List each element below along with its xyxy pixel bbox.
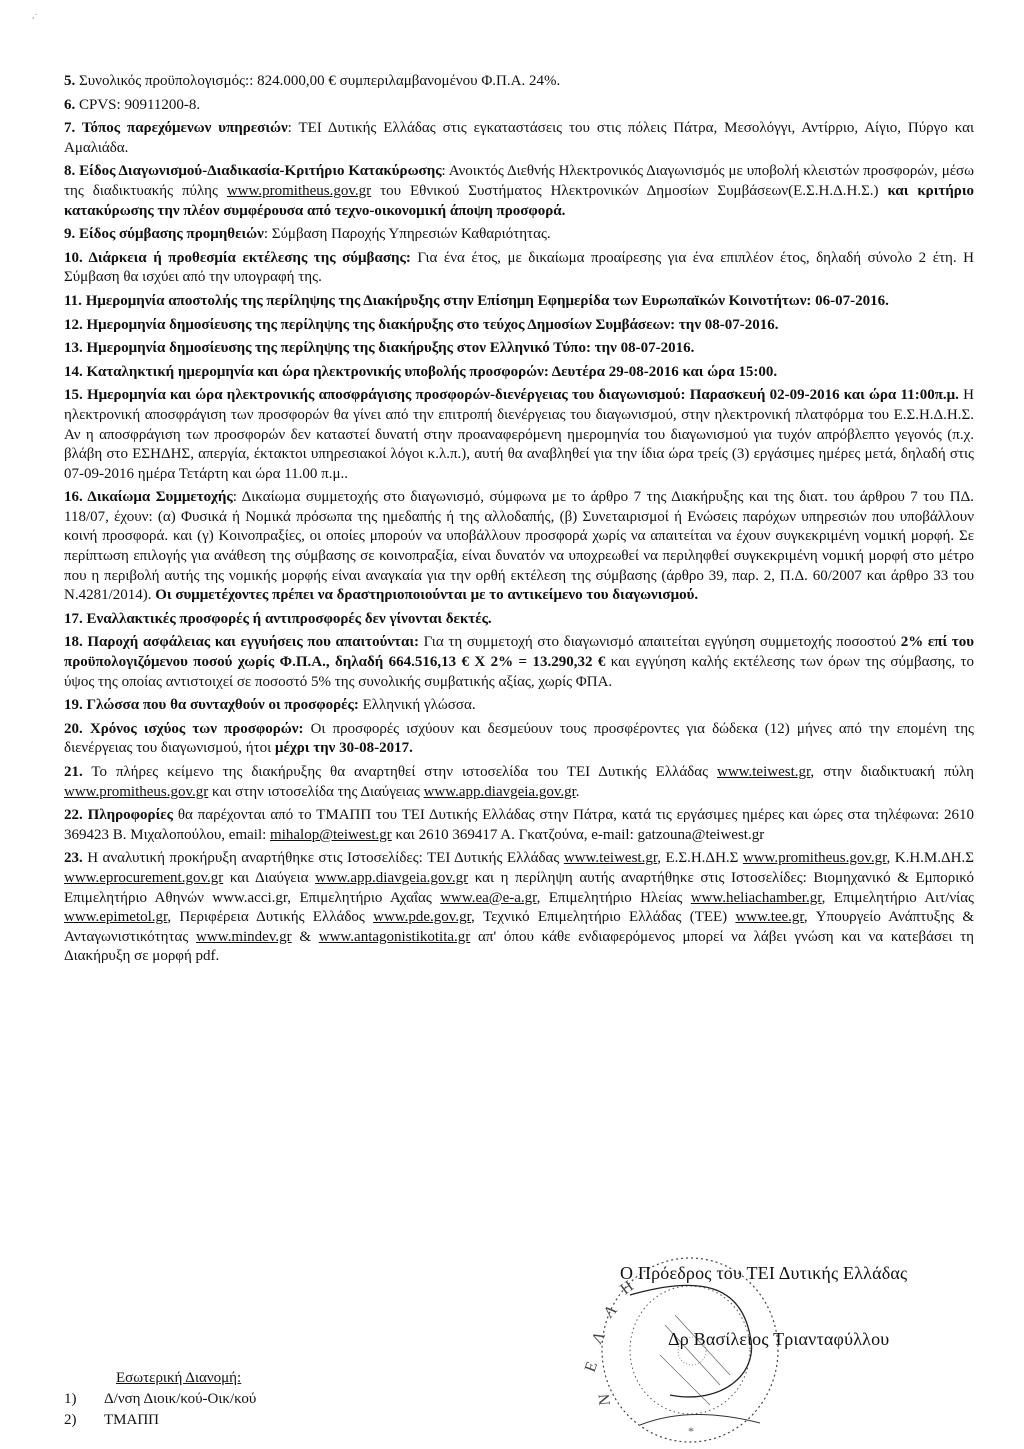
clause-text: μέχρι την 30-08-2017. <box>274 740 413 757</box>
svg-text:Λ: Λ <box>600 1301 621 1322</box>
clause-text: και κριτήριο κατακύρωσης την πλέον συμφέρουσα από τεχνο-οικονομική άποψη προσφορά. <box>64 182 974 219</box>
clause-text: Δικαίωμα Συμμετοχής <box>82 489 233 506</box>
clause-number: 5. <box>64 73 76 89</box>
clause-paragraph <box>64 316 974 336</box>
web-link[interactable]: www.antagonistikotita.gr <box>318 928 471 945</box>
clause-text: και Διαύγεια <box>223 869 316 886</box>
clause-paragraph <box>64 633 974 692</box>
clause-paragraph <box>64 339 974 359</box>
signature-block <box>580 1255 1000 1445</box>
clause-number: 15. <box>64 387 83 404</box>
clause-text: : Δικαίωμα συμμετοχής στο διαγωνισμό, σύμφωνα με το άρθρο 7 της Διακήρυξης και της διατ. του άρθρου 7 του ΠΔ. 118/07, έχουν: (α) Φυσικά ή Νομικά πρόσωπα της ημεδαπής ή της αλλοδαπής, (β) Συνεταιρισμοί ή Ενώσεις παρόχων υπηρεσιών που υποβάλλουν κοινή προσφορά. και (γ) Κοινοπραξίες, οι οποίες μπορούν να υποβάλλουν προσφορά χωρίς να απαιτείται να έχουν συγκεκριμένη νομική μορφή. Σε περίπτωση επιλογής για ανάθεση της σύμβασης σε κοινοπραξία, είναι δυνατόν να υποχρεωθεί να περιληφθεί συγκεκριμένη νομική μορφή στο μέτρο που η περιβολή αυτής της νομικής μορφής είναι αναγκαία για την ορθή εκτέλεση της σύμβασης (άρθρο 39, παρ. 2, Π.Δ. 60/2007 και άρθρο 33 του Ν.4281/2014). <box>64 489 974 604</box>
clause-paragraph <box>64 386 974 484</box>
web-link[interactable]: www.teiwest.gr <box>716 764 811 780</box>
scan-mark: ,· <box>32 10 38 21</box>
distribution-row <box>64 1389 256 1410</box>
clause-text: και στην ιστοσελίδα της Διαύγειας <box>208 783 424 800</box>
clause-text: : ΤΕΙ Δυτικής Ελλάδας στις εγκαταστάσεις του στις πόλεις Πάτρα, Μεσολόγγι, Αντίρριο, Αίγιο, Πύργο και Αμαλιάδα. <box>64 120 975 156</box>
clause-paragraph <box>64 806 974 845</box>
distribution-text: Δ/νση Διοικ/κού-Οικ/κού <box>104 1391 257 1407</box>
clause-paragraph <box>64 363 974 383</box>
web-link[interactable]: www.promitheus.gov.gr <box>226 182 372 199</box>
distribution-number: 2) <box>64 1412 77 1428</box>
distribution-text: ΤΜΑΠΠ <box>104 1412 159 1428</box>
clause-number: 13. <box>64 340 83 357</box>
clause-text: Γλώσσα που θα συνταχθούν οι προσφορές: <box>82 697 359 714</box>
web-link[interactable]: www.pde.gov.gr <box>373 909 471 926</box>
clause-text: και η περίληψη αυτής αναρτήθηκε στις Ιστοσελίδες: Βιομηχανικό & Εμπορικό Επιμελητήριο Αθηνών www.acci.gr, Επιμελητήριο Αχαΐας <box>64 869 974 906</box>
clause-text: Πληροφορίες <box>82 807 173 824</box>
clause-number: 11. <box>64 292 82 309</box>
clause-text: Παροχή ασφάλειας και εγγυήσεις που απαιτούνται: <box>82 634 419 651</box>
clause-text: Για τη συμμετοχή στο διαγωνισμό απαιτείται εγγύηση συμμετοχής ποσοστού <box>419 634 901 651</box>
clause-text: Διάρκεια ή προθεσμία εκτέλεσης της σύμβασης: <box>82 249 411 266</box>
web-link[interactable]: www.teiwest.gr <box>563 850 658 867</box>
clause-number: 14. <box>64 363 83 380</box>
clause-paragraph <box>64 696 974 716</box>
clause-text: και 2610 369417 Α. Γκατζούνα, e-mail: gatzouna@teiwest.gr <box>391 826 765 843</box>
clause-text: Οι συμμετέχοντες πρέπει να δραστηριοποιούνται με το αντικείμενο του διαγωνισμού. <box>155 587 699 604</box>
clause-text: Η ηλεκτρονική αποσφράγιση των προσφορών θα γίνει από την επιτροπή διενέργειας του διαγωνισμού, στην ηλεκτρονική πλατφόρμα του Ε.Σ.Η.Δ.Η.Σ. Αν η αποσφράγιση των προσφορών δεν καταστεί δυνατή στην προαναφερόμενη ημερομηνία του διαγωνισμού για τυχόν απρόβλεπτο γεγονός (π.χ. βλάβη στο ΕΣΗΔΗΣ, απεργία, έκτακτοι υπηρεσιακοί λόγοι κ.λ.π.), αυτή θα αναβληθεί για την ίδια ώρα τρείς (3) εργάσιμες ημέρες μετά, δηλαδή στις 07-09-2016 ημέρα Τετάρτη και ώρα 11.00 π.μ.. <box>64 387 974 482</box>
clause-number: 10. <box>64 249 83 266</box>
web-link[interactable]: www.tee.gr <box>735 909 804 926</box>
clause-text: & <box>291 928 319 945</box>
clause-paragraph <box>64 488 974 606</box>
clause-text: Το πλήρες κείμενο της διακήρυξης θα αναρτηθεί στην ιστοσελίδα του ΤΕΙ Δυτικής Ελλάδας <box>82 764 717 780</box>
clause-text: Συνολικός προϋπολογισμός:: 824.000,00 € συμπεριλαμβανομένου Φ.Π.Α. 24%. <box>75 73 561 89</box>
clause-text: Καταληκτική ημερομηνία και ώρα ηλεκτρονικής υποβολής προσφορών: Δευτέρα 29-08-2016 και ώρα 15:00. <box>82 363 778 380</box>
signatory-title: Ο Πρόεδρος του ΤΕΙ Δυτικής Ελλάδας <box>620 1263 908 1283</box>
clause-paragraph <box>64 249 974 288</box>
clause-number: 16. <box>64 489 83 506</box>
clause-text: : Ανοικτός Διεθνής Ηλεκτρονικός Διαγωνισμός με υποβολή κλειστών προσφορών, μέσω της διαδικτυακής πύλης <box>64 163 974 199</box>
clause-text: Ημερομηνία και ώρα ηλεκτρονικής αποσφράγισης προσφορών-διενέργειας του διαγωνισμού: Παρασκευή 02-09-2016 και ώρα 11:00π.μ. <box>82 387 959 404</box>
web-link[interactable]: www.ea@e-a.gr <box>440 889 537 906</box>
distribution-row <box>64 1410 256 1431</box>
clause-text: Ημερομηνία δημοσίευσης της περίληψης της διακήρυξης στο τεύχος Δημοσίων Συμβάσεων: την 08-07-2016. <box>82 316 779 333</box>
clause-text: Ημερομηνία αποστολής της περίληψης της Διακήρυξης στην Επίσημη Εφημερίδα των Ευρωπαϊκών Κοινοτήτων: 06-07-2016. <box>81 292 889 309</box>
clause-text: του Εθνικού Συστήματος Ηλεκτρονικών Δημοσίων Συμβάσεων(Ε.Σ.Η.Δ.Η.Σ.) <box>371 182 888 199</box>
document-body <box>64 72 974 971</box>
clause-number: 18. <box>64 634 83 651</box>
web-link[interactable]: www.app.diavgeia.gov.gr <box>423 783 576 800</box>
clause-number: 7. <box>64 120 76 137</box>
clause-paragraph <box>64 610 974 630</box>
clause-text: Οι προσφορές ισχύουν και δεσμεύουν τους προσφέροντες για δώδεκα (12) μήνες από την επομένη της διενέργειας του διαγωνισμού, ήτοι <box>64 720 975 757</box>
clause-paragraph <box>64 162 974 221</box>
clause-paragraph <box>64 720 974 759</box>
web-link[interactable]: www.promitheus.gov.gr <box>64 783 209 800</box>
web-link[interactable]: www.eprocurement.gov.gr <box>64 869 224 886</box>
clause-text: , Υπουργείο Ανάπτυξης & Ανταγωνιστικότητας <box>64 909 974 945</box>
clause-paragraph <box>64 849 974 967</box>
svg-text:Η: Η <box>617 1277 637 1299</box>
clause-paragraph <box>64 119 974 158</box>
clause-text: , Τεχνικό Επιμελητήριο Ελλάδας (ΤΕΕ) <box>470 909 736 926</box>
clause-text: CPVS: 90911200-8. <box>75 96 201 113</box>
clause-text: απ' όπου κάθε ενδιαφερόμενος μπορεί να λάβει γνώση και να κατεβάσει τη Διακήρυξη σε μορφή pdf. <box>64 928 974 965</box>
svg-text:*: * <box>688 1424 694 1438</box>
clause-paragraph <box>64 763 974 802</box>
svg-text:Ν: Ν <box>596 1393 614 1407</box>
clause-text: , στην διαδικτυακή πύλη <box>810 764 974 780</box>
clause-number: 8. <box>64 163 76 180</box>
clause-number: 19. <box>64 697 83 714</box>
internal-distribution <box>64 1368 256 1431</box>
clause-text: , Κ.Η.Μ.ΔΗ.Σ <box>886 850 974 867</box>
clause-text: 2% επί του προϋπολογιζόμενου ποσού χωρίς Φ.Π.Α., δηλαδή 664.516,13 € Χ 2% = 13.290,32 € <box>64 634 974 671</box>
clause-text: , Περιφέρεια Δυτικής Ελλάδος <box>167 909 374 926</box>
clause-number: 12. <box>64 316 83 333</box>
web-link[interactable]: www.heliachamber.gr <box>690 889 822 906</box>
clause-number: 21. <box>64 764 83 780</box>
clause-text: : Σύμβαση Παροχής Υπηρεσιών Καθαριότητας. <box>263 226 551 243</box>
clause-number: 20. <box>64 720 83 737</box>
distribution-heading: Εσωτερική Διανομή: <box>116 1370 242 1386</box>
clause-text: Για ένα έτος, με δικαίωμα προαίρεσης για ένα επιπλέον έτος, δηλαδή σύνολο 2 έτη. Η Σύμβαση θα ισχύει από την υπογραφή της. <box>64 249 974 286</box>
clause-paragraph <box>64 225 974 245</box>
web-link[interactable]: www.app.diavgeia.gov.gr <box>315 869 469 886</box>
clause-text: Είδος Διαγωνισμού-Διαδικασία-Κριτήριο Κατακύρωσης <box>75 163 442 180</box>
clause-text: , Επιμελητήριο Ηλείας <box>536 889 691 906</box>
clause-text: Ημερομηνία δημοσίευσης της περίληψης της διακήρυξης στον Ελληνικό Τύπο: την 08-07-2016. <box>82 340 695 357</box>
clause-number: 23. <box>64 850 83 867</box>
clause-text: . <box>575 783 580 800</box>
clause-text: Τόπος παρεχόμενων υπηρεσιών <box>75 120 288 137</box>
clause-number: 22. <box>64 807 83 824</box>
web-link[interactable]: www.promitheus.gov.gr <box>742 850 887 867</box>
web-link[interactable]: mihalop@teiwest.gr <box>270 826 392 843</box>
clause-text: Ελληνική γλώσσα. <box>358 697 476 714</box>
clause-paragraph <box>64 96 974 116</box>
clause-text: Είδος σύμβασης προμηθειών <box>75 226 264 243</box>
clause-number: 9. <box>64 226 76 243</box>
svg-text:Λ: Λ <box>588 1328 609 1347</box>
clause-text: θα παρέχονται από το ΤΜΑΠΠ του ΤΕΙ Δυτικής Ελλάδας στην Πάτρα, κατά τις εργάσιμες ημέρες και ώρες στα τηλέφωνα: 2610 369423 Β. Μιχαλοπούλου, email: <box>64 807 975 843</box>
clause-text: Χρόνος ισχύος των προσφορών: <box>82 720 304 737</box>
clause-text: , Επιμελητήριο Αιτ/νίας <box>821 889 974 906</box>
clause-number: 6. <box>64 96 76 113</box>
clause-paragraph <box>64 292 974 312</box>
web-link[interactable]: www.epimetol.gr <box>64 909 168 926</box>
web-link[interactable]: www.mindev.gr <box>196 928 292 945</box>
signatory-name: Δρ Βασίλειος Τριανταφύλλου <box>668 1329 890 1349</box>
clause-text: Η αναλυτική προκήρυξη αναρτήθηκε στις Ιστοσελίδες: ΤΕΙ Δυτικής Ελλάδας <box>82 850 564 867</box>
clause-text: Εναλλακτικές προσφορές ή αντιπροσφορές δεν γίνονται δεκτές. <box>82 610 492 627</box>
clause-number: 17. <box>64 610 83 627</box>
svg-text:Ε: Ε <box>581 1359 602 1375</box>
clause-text: και εγγύηση καλής εκτέλεσης των όρων της σύμβασης, το ύψος της οποίας αντιστοιχεί σε ποσοστό 5% της συνολικής συμβατικής αξίας, χωρίς ΦΠΑ. <box>64 654 974 690</box>
clause-paragraph <box>64 72 974 92</box>
distribution-number: 1) <box>64 1391 77 1407</box>
clause-text: , Ε.Σ.Η.ΔΗ.Σ <box>657 850 743 867</box>
